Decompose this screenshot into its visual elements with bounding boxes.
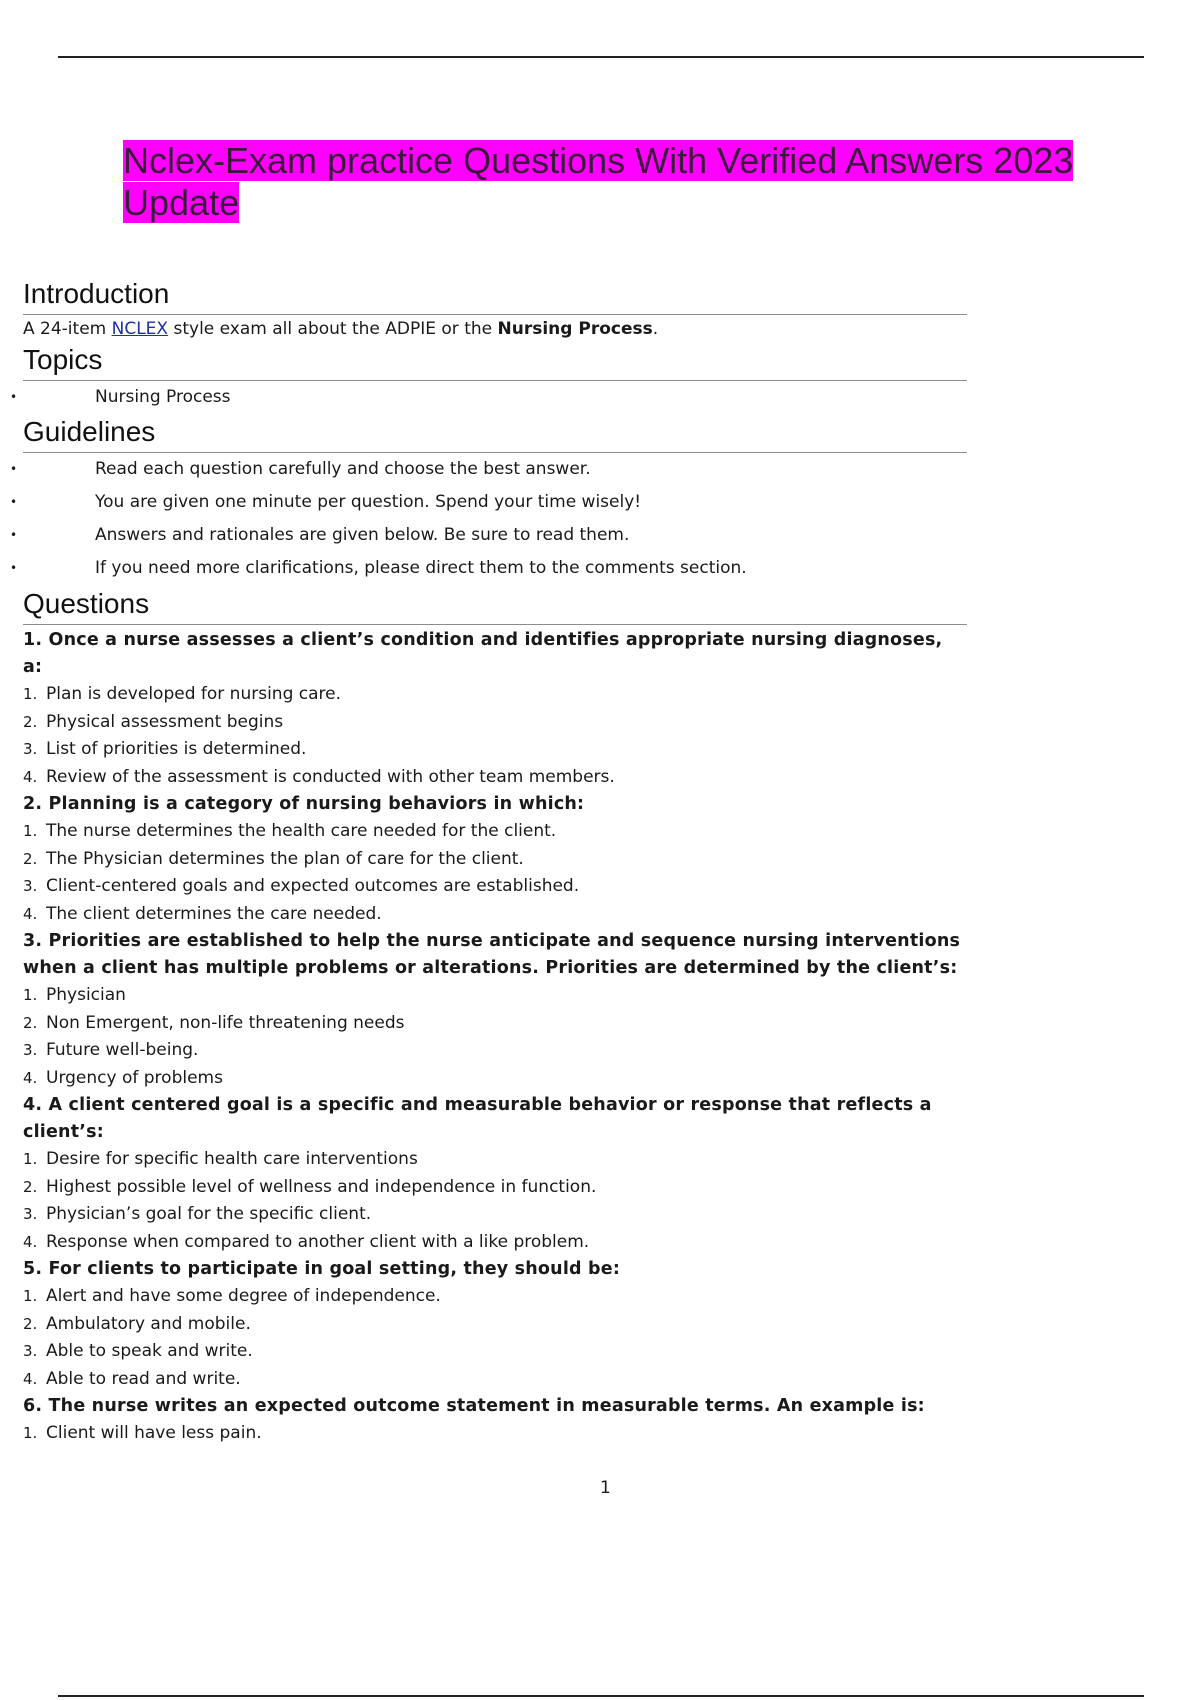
option-number: 1. — [23, 1424, 38, 1442]
option-number: 4. — [23, 1068, 38, 1087]
answer-option — [23, 1065, 967, 1093]
question-text: 1. Once a nurse assesses a client’s condition and identifies appropriate nursing diagnoses, a: — [23, 630, 943, 677]
topics-heading: Topics — [23, 343, 967, 381]
option-number: 3. — [23, 740, 38, 758]
option-number: 2. — [23, 1314, 38, 1333]
answer-option — [23, 764, 967, 792]
option-number: 1. — [23, 822, 38, 840]
answer-option — [23, 736, 967, 764]
option-text: Alert and have some degree of independence. — [46, 1286, 441, 1306]
option-number: 3. — [23, 877, 38, 895]
option-number: 1. — [23, 685, 38, 703]
top-rule — [58, 56, 1144, 58]
answer-option — [23, 1366, 967, 1394]
question-text: 5. For clients to participate in goal setting, they should be: — [23, 1259, 621, 1279]
question-text: 2. Planning is a category of nursing behaviors in which: — [23, 794, 585, 814]
option-number: 3. — [23, 1342, 38, 1360]
option-number: 3. — [23, 1041, 38, 1059]
option-number: 1. — [23, 986, 38, 1004]
guideline-item: • Read each question carefully and choose the best answer. — [23, 453, 967, 486]
introduction-section — [23, 277, 967, 342]
option-number: 1. — [23, 1150, 38, 1168]
option-number: 4. — [23, 904, 38, 923]
answer-option — [23, 1338, 967, 1366]
answer-option — [23, 1174, 967, 1202]
document-page — [123, 140, 1093, 224]
question-text: 6. The nurse writes an expected outcome statement in measurable terms. An example is: — [23, 1396, 925, 1416]
topics-section — [23, 343, 967, 414]
option-text: The client determines the care needed. — [46, 903, 382, 924]
answer-option — [23, 1311, 967, 1339]
introduction-heading: Introduction — [23, 277, 967, 315]
answer-option — [23, 681, 967, 709]
option-text: Client-centered goals and expected outcomes are established. — [46, 876, 580, 896]
question-list — [23, 627, 967, 1448]
answer-option — [23, 1283, 967, 1311]
guideline-item: • You are given one minute per question. Spend your time wisely! — [23, 486, 967, 519]
answer-option — [23, 818, 967, 846]
answer-option — [23, 1010, 967, 1038]
nclex-link[interactable]: NCLEX — [111, 319, 169, 339]
answer-option — [23, 873, 967, 901]
topic-item: • Nursing Process — [23, 381, 967, 414]
option-number: 4. — [23, 1369, 38, 1388]
option-text: Client will have less pain. — [46, 1423, 262, 1443]
option-text: The Physician determines the plan of care for the client. — [46, 848, 524, 869]
option-text: Review of the assessment is conducted with other team members. — [46, 766, 615, 787]
option-number: 3. — [23, 1205, 38, 1223]
option-text: Response when compared to another client with a like problem. — [46, 1231, 590, 1252]
answer-option — [23, 1037, 967, 1065]
option-text: Able to read and write. — [46, 1368, 241, 1389]
document-title: Nclex-Exam practice Questions With Verified Answers 2023 Update — [123, 140, 1074, 223]
option-text: List of priorities is determined. — [46, 739, 307, 759]
option-number: 1. — [23, 1287, 38, 1305]
answer-option — [23, 709, 967, 737]
answer-option — [23, 1229, 967, 1257]
questions-heading: Questions — [23, 587, 967, 625]
option-text: Desire for specific health care interventions — [46, 1149, 418, 1169]
answer-option — [23, 1420, 967, 1448]
answer-option — [23, 1146, 967, 1174]
option-text: Highest possible level of wellness and independence in function. — [46, 1176, 597, 1197]
option-text: Physical assessment begins — [46, 711, 284, 732]
bottom-rule — [58, 1695, 1144, 1697]
option-text: The nurse determines the health care needed for the client. — [46, 821, 557, 841]
option-text: Ambulatory and mobile. — [46, 1313, 251, 1334]
answer-option — [23, 1201, 967, 1229]
page-number: 1 — [600, 1478, 611, 1498]
question-text: 4. A client centered goal is a specific and measurable behavior or response that reflects a client’s: — [23, 1095, 932, 1142]
option-number: 2. — [23, 849, 38, 868]
guideline-item: • Answers and rationales are given below. Be sure to read them. — [23, 519, 967, 552]
option-text: Able to speak and write. — [46, 1341, 253, 1361]
answer-option — [23, 982, 967, 1010]
option-number: 4. — [23, 1232, 38, 1251]
answer-option — [23, 846, 967, 874]
option-text: Physician’s goal for the specific client. — [46, 1204, 372, 1224]
option-text: Plan is developed for nursing care. — [46, 684, 342, 704]
introduction-text: A 24-item NCLEX style exam all about the ADPIE or the Nursing Process. — [23, 319, 659, 339]
guideline-item: • If you need more clarifications, please direct them to the comments section. — [23, 552, 967, 585]
option-number: 2. — [23, 1177, 38, 1196]
question-text: 3. Priorities are established to help the nurse anticipate and sequence nursing interventions when a client has multiple problems or alterations. Priorities are determined by the client’s: — [23, 931, 961, 978]
option-text: Physician — [46, 985, 126, 1005]
option-text: Future well-being. — [46, 1040, 199, 1060]
answer-option — [23, 901, 967, 929]
option-number: 2. — [23, 1013, 38, 1032]
option-text: Urgency of problems — [46, 1067, 223, 1088]
guidelines-section — [23, 415, 967, 585]
guidelines-heading: Guidelines — [23, 415, 967, 453]
option-number: 2. — [23, 712, 38, 731]
option-number: 4. — [23, 767, 38, 786]
option-text: Non Emergent, non-life threatening needs — [46, 1012, 405, 1033]
questions-section — [23, 587, 967, 1448]
